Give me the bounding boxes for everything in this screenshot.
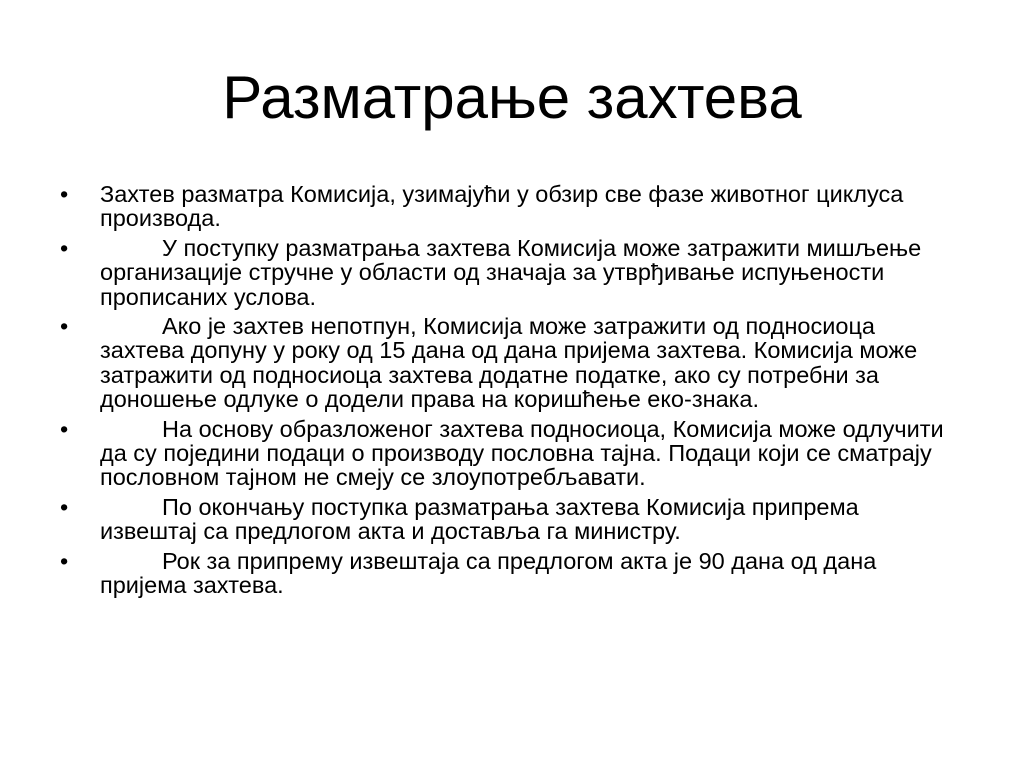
bullet-text: Захтев разматра Комисија, узимајући у обзир све фазе животног циклуса производа.: [100, 181, 904, 232]
bullet-text: По окончању поступка разматрања захтева Комисија припрема извештај са предлогом акта и доставља га министру.: [100, 493, 859, 545]
bullet-icon: •: [60, 234, 69, 261]
bullet-item: [60, 417, 960, 490]
bullet-item: [60, 549, 960, 598]
bullet-icon: •: [60, 547, 69, 574]
bullet-item: [60, 236, 960, 309]
bullet-item: [60, 495, 960, 544]
bullet-icon: •: [60, 313, 69, 340]
bullet-text: Ако је захтев непотпун, Комисија може затражити од подносиоца захтева допуну у року од 15 дана од дана пријема захтева. Комисија може затражити од подносиоца захтева додатне податке, ако су потребни за доношење одлуке о додели права на коришћење еко-знака.: [100, 313, 918, 413]
bullet-icon: •: [60, 415, 69, 442]
bullet-icon: •: [60, 493, 69, 520]
bullet-text: У поступку разматрања захтева Комисија може затражити мишљење организације стручне у области од значаја за утврђивање испуњености прописаних услова.: [100, 234, 922, 310]
bullet-text: На основу образложеног захтева подносиоца, Комисија може одлучити да су поједини подаци о производу пословна тајна. Подаци који се сматрају пословном тајном не смеју се злоупотребљавати.: [100, 415, 944, 491]
bullet-list: [60, 182, 960, 603]
bullet-icon: •: [60, 181, 69, 207]
bullet-item: [60, 314, 960, 412]
bullet-text: Рок за припрему извештаја са предлогом акта је 90 дана од дана пријема захтева.: [100, 547, 877, 599]
slide-title: Разматрање захтева: [222, 64, 802, 131]
bullet-item: [60, 182, 960, 231]
